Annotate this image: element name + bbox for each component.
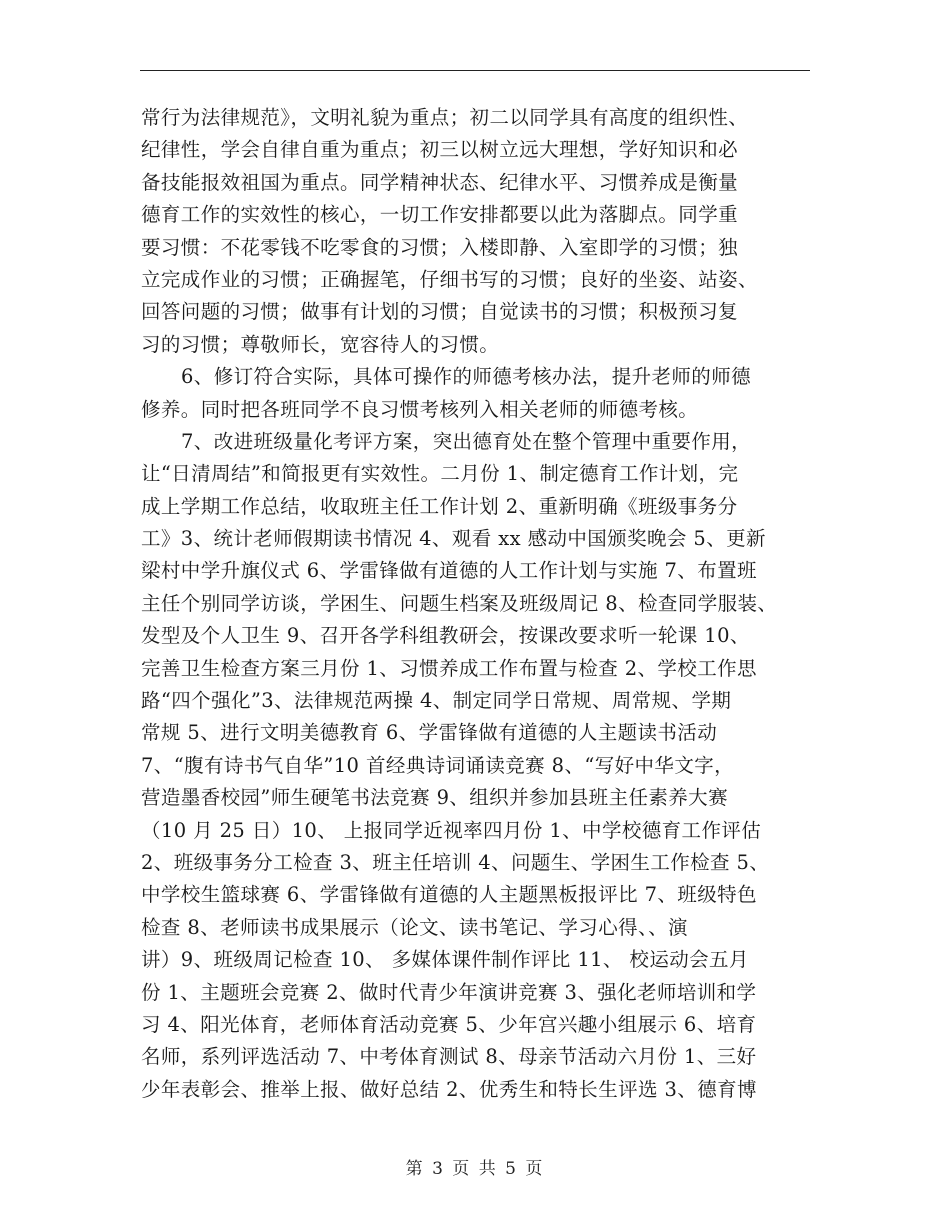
text-line: 备技能报效祖国为重点。同学精神状态、纪律水平、习惯养成是衡量 [141, 170, 739, 194]
text-line: 回答问题的习惯；做事有计划的习惯；自觉读书的习惯；积极预习复 [141, 300, 739, 324]
text-line: 2、班级事务分工检查 3、班主任培训 4、问题生、学困生工作检查 5、 [141, 850, 770, 874]
text-line: 常行为法律规范》，文明礼貌为重点；初二以同学具有高度的组织性、 [141, 106, 749, 129]
text-line: 成上学期工作总结，收取班主任工作计划 2、重新明确《班级事务分 [141, 494, 738, 518]
text-line: 德育工作的实效性的核心，一切工作安排都要以此为落脚点。同学重 [141, 203, 739, 227]
text-line: 习的习惯；尊敬师长，宽容待人的习惯。 [141, 332, 500, 356]
text-line: 发型及个人卫生 9、召开各学科组教研会，按课改要求听一轮课 10、 [141, 624, 750, 648]
text-line: 梁村中学升旗仪式 6、学雷锋做有道德的人工作计划与实施 7、布置班 [141, 559, 757, 583]
paragraph-start-line: 6、修订符合实际，具体可操作的师德考核办法，提升老师的师德 [181, 365, 752, 389]
text-line: 纪律性，学会自律自重为重点；初三以树立远大理想，学好知识和必 [141, 138, 739, 162]
text-line: 修养。同时把各班同学不良习惯考核列入相关老师的师德考核。 [141, 397, 699, 421]
text-line: 份 1、主题班会竞赛 2、做时代青少年演讲竞赛 3、强化老师培训和学 [141, 980, 757, 1004]
text-line: 检查 8、老师读书成果展示（论文、读书笔记、学习心得、、演 [141, 915, 688, 939]
text-line: 讲）9、班级周记检查 10、 多媒体课件制作评比 11、 校运动会五月 [141, 948, 749, 972]
paragraph-start-line: 7、改进班级量化考评方案，突出德育处在整个管理中重要作用， [181, 429, 752, 453]
text-line: 完善卫生检查方案三月份 1、习惯养成工作布置与检查 2、学校工作思 [141, 656, 757, 680]
text-line: 常规 5、进行文明美德教育 6、学雷锋做有道德的人主题读书活动 [141, 721, 718, 745]
text-line: 工》3、统计老师假期读书情况 4、观看 xx 感动中国颁奖晚会 5、更新 [141, 527, 766, 551]
text-line: 主任个别同学访谈，学困生、问题生档案及班级周记 8、检查同学服装、 [141, 591, 778, 615]
text-line: 名师，系列评选活动 7、中考体育测试 8、母亲节活动六月份 1、三好 [141, 1045, 757, 1069]
text-line: 少年表彰会、推举上报、做好总结 2、优秀生和特长生评选 3、德育博 [141, 1077, 757, 1101]
text-line: 7、“腹有诗书气自华”10 首经典诗词诵读竞赛 8、“写好中华文字， [141, 753, 735, 777]
header-rule [140, 70, 810, 71]
text-line: 习 4、阳光体育，老师体育活动竞赛 5、少年宫兴趣小组展示 6、培育 [141, 1012, 757, 1036]
page-number-footer: 第 3 页 共 5 页 [405, 1159, 545, 1179]
text-line: 要习惯：不花零钱不吃零食的习惯；入楼即静、入室即学的习惯；独 [141, 235, 739, 259]
text-line: 立完成作业的习惯；正确握笔，仔细书写的习惯；良好的坐姿、站姿、 [141, 267, 758, 291]
document-body [141, 102, 841, 1106]
text-line: （10 月 25 日）10、 上报同学近视率四月份 1、中学校德育工作评估 [141, 818, 762, 842]
text-line: 营造墨香校园”师生硬笔书法竞赛 9、组织并参加县班主任素养大赛 [141, 786, 728, 810]
text-line: 让“日清周结”和简报更有实效性。二月份 1、制定德育工作计划，完 [141, 462, 739, 486]
text-line: 中学校生篮球赛 6、学雷锋做有道德的人主题黑板报评比 7、班级特色 [141, 883, 757, 907]
text-line: 路“四个强化”3、法律规范两操 4、制定同学日常规、周常规、学期 [141, 689, 732, 713]
